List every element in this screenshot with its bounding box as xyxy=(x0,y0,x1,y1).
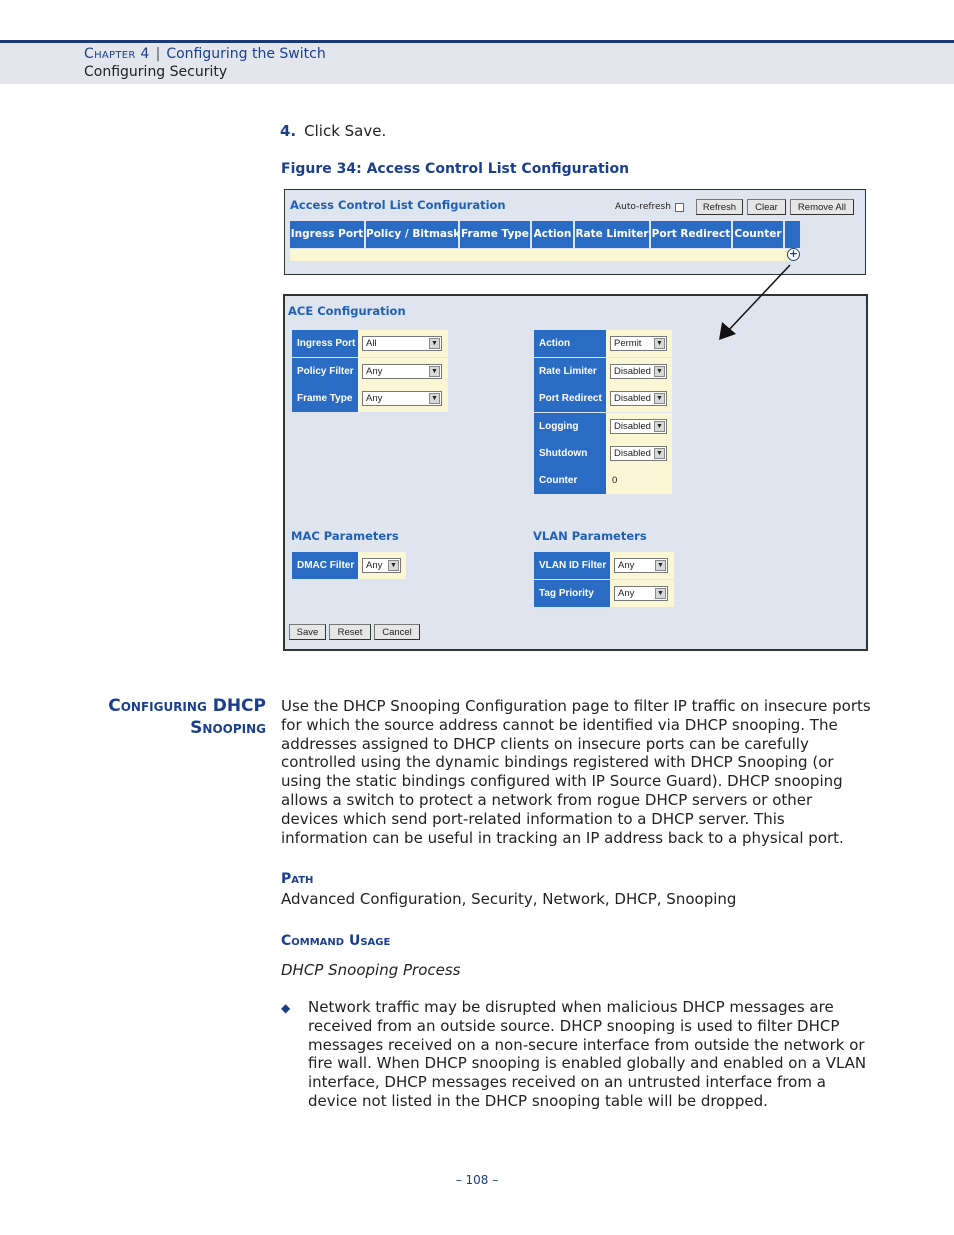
counter-value: 0 xyxy=(612,475,618,486)
select-value: Any xyxy=(366,560,383,571)
cancel-button[interactable]: Cancel xyxy=(374,624,420,640)
field-shutdown xyxy=(534,440,672,467)
field-vlan-id-filter xyxy=(534,552,674,579)
column-rate-limiter: Rate Limiter xyxy=(575,221,651,248)
chevron-down-icon: ▼ xyxy=(429,338,440,349)
auto-refresh-label: Auto-refresh xyxy=(615,202,671,212)
refresh-button[interactable]: Refresh xyxy=(696,199,743,215)
step-number: 4. xyxy=(280,122,297,140)
field-label: Policy Filter xyxy=(292,358,358,385)
column-policy-bitmask: Policy / Bitmask xyxy=(366,221,460,248)
field-ingress-port xyxy=(292,330,448,357)
field-label: Ingress Port xyxy=(292,330,358,357)
shutdown-select[interactable] xyxy=(610,446,667,461)
acl-table-header xyxy=(290,221,800,248)
frame-type-select[interactable] xyxy=(362,391,442,406)
select-value: Any xyxy=(618,588,635,599)
field-dmac-filter xyxy=(292,552,406,579)
step-text: Click Save. xyxy=(304,122,387,140)
field-tag-priority xyxy=(534,580,674,607)
field-rate-limiter xyxy=(534,358,672,385)
path-heading: Path xyxy=(281,871,314,887)
field-label: Counter xyxy=(534,467,606,494)
auto-refresh-checkbox[interactable] xyxy=(675,203,684,212)
field-label: Logging xyxy=(534,413,606,440)
mac-parameters-title: MAC Parameters xyxy=(291,529,399,543)
command-usage-subheading: DHCP Snooping Process xyxy=(281,961,461,979)
port-redirect-select[interactable] xyxy=(610,391,667,406)
field-label: Shutdown xyxy=(534,440,606,467)
ace-config-panel xyxy=(283,294,868,651)
field-label: Action xyxy=(534,330,606,357)
section-title-line2: Snooping xyxy=(190,718,266,738)
policy-filter-select[interactable] xyxy=(362,364,442,379)
save-button[interactable]: Save xyxy=(289,624,326,640)
field-label: Frame Type xyxy=(292,385,358,412)
select-value: Disabled xyxy=(614,366,651,377)
acl-list-panel xyxy=(284,189,866,275)
clear-button[interactable]: Clear xyxy=(747,199,786,215)
chapter-line xyxy=(84,46,326,62)
field-label: VLAN ID Filter xyxy=(534,552,610,579)
rate-limiter-select[interactable] xyxy=(610,364,667,379)
chevron-down-icon: ▼ xyxy=(429,393,440,404)
logging-select[interactable] xyxy=(610,419,667,434)
chevron-down-icon: ▼ xyxy=(654,366,665,377)
bullet-item xyxy=(281,998,871,1111)
step-item xyxy=(280,122,386,140)
reset-button[interactable]: Reset xyxy=(329,624,371,640)
remove-all-button[interactable]: Remove All xyxy=(790,199,854,215)
column-frame-type: Frame Type xyxy=(460,221,532,248)
chapter-separator: | xyxy=(155,46,161,62)
field-action xyxy=(534,330,672,357)
acl-empty-row xyxy=(290,249,800,261)
field-label: DMAC Filter xyxy=(292,552,358,579)
column-actions xyxy=(785,221,800,248)
tag-priority-select[interactable] xyxy=(614,586,668,601)
field-label: Port Redirect xyxy=(534,385,606,412)
chevron-down-icon: ▼ xyxy=(388,560,399,571)
field-label: Rate Limiter xyxy=(534,358,606,385)
column-port-redirect: Port Redirect xyxy=(651,221,733,248)
section-title xyxy=(108,695,266,739)
vlan-parameters-title: VLAN Parameters xyxy=(533,529,647,543)
field-port-redirect xyxy=(534,385,672,412)
field-counter xyxy=(534,467,672,494)
select-value: Any xyxy=(366,393,383,404)
field-logging xyxy=(534,413,672,440)
select-value: Permit xyxy=(614,338,642,349)
chevron-down-icon: ▼ xyxy=(655,560,666,571)
ace-panel-title: ACE Configuration xyxy=(288,304,406,318)
path-text: Advanced Configuration, Security, Network, DHCP, Snooping xyxy=(281,890,737,908)
acl-panel-title: Access Control List Configuration xyxy=(290,198,506,212)
command-usage-heading: Command Usage xyxy=(281,933,391,949)
bullet-text: Network traffic may be disrupted when malicious DHCP messages are received from an outside source. DHCP snooping is used to filter DHCP messages received on a non-secure interface from outside the network or fire wall. When DHCP snooping is enabled globally and enabled on a VLAN interface, DHCP messages received on an untrusted interface from a device not listed in the DHCP snooping table will be dropped. xyxy=(308,998,867,1110)
ace-button-bar xyxy=(289,624,420,640)
select-value: Disabled xyxy=(614,448,651,459)
section-body: Use the DHCP Snooping Configuration page to filter IP traffic on insecure ports for which the source address cannot be identified via DHCP snooping. The addresses assigned to DHCP clients on insecure ports can be carefully controlled using the dynamic bindings registered with DHCP Snooping (or using the static bindings configured with IP Source Guard). DHCP snooping allows a switch to protect a network from rogue DHCP servers or other devices which send port-related information to a DHCP server. This information can be useful in tracking an IP address back to a physical port. xyxy=(281,697,871,847)
column-counter: Counter xyxy=(733,221,785,248)
chevron-down-icon: ▼ xyxy=(654,448,665,459)
vlan-id-filter-select[interactable] xyxy=(614,558,668,573)
select-value: Disabled xyxy=(614,421,651,432)
section-title-line1: Configuring DHCP xyxy=(108,696,266,716)
plus-circle-icon[interactable]: + xyxy=(788,247,799,260)
select-value: Any xyxy=(366,366,383,377)
chevron-down-icon: ▼ xyxy=(654,393,665,404)
diamond-bullet-icon: ◆ xyxy=(281,1001,291,1015)
ingress-port-select[interactable] xyxy=(362,336,442,351)
field-label: Tag Priority xyxy=(534,580,610,607)
select-value: All xyxy=(366,338,377,349)
figure-caption: Figure 34: Access Control List Configuration xyxy=(281,161,630,177)
acl-controls xyxy=(615,199,854,215)
chapter-number: Chapter 4 xyxy=(84,46,150,62)
action-select[interactable] xyxy=(610,336,667,351)
page-header xyxy=(0,0,954,84)
column-action: Action xyxy=(532,221,575,248)
select-value: Disabled xyxy=(614,393,651,404)
page-number: – 108 – xyxy=(455,1173,499,1187)
dmac-filter-select[interactable] xyxy=(362,558,401,573)
chevron-down-icon: ▼ xyxy=(429,366,440,377)
chevron-down-icon: ▼ xyxy=(654,338,665,349)
field-frame-type xyxy=(292,385,448,412)
chapter-title: Configuring the Switch xyxy=(166,46,326,62)
chevron-down-icon: ▼ xyxy=(655,588,666,599)
field-policy-filter xyxy=(292,358,448,385)
select-value: Any xyxy=(618,560,635,571)
chevron-down-icon: ▼ xyxy=(654,421,665,432)
subchapter-title: Configuring Security xyxy=(84,64,228,80)
column-ingress-port: Ingress Port xyxy=(290,221,366,248)
